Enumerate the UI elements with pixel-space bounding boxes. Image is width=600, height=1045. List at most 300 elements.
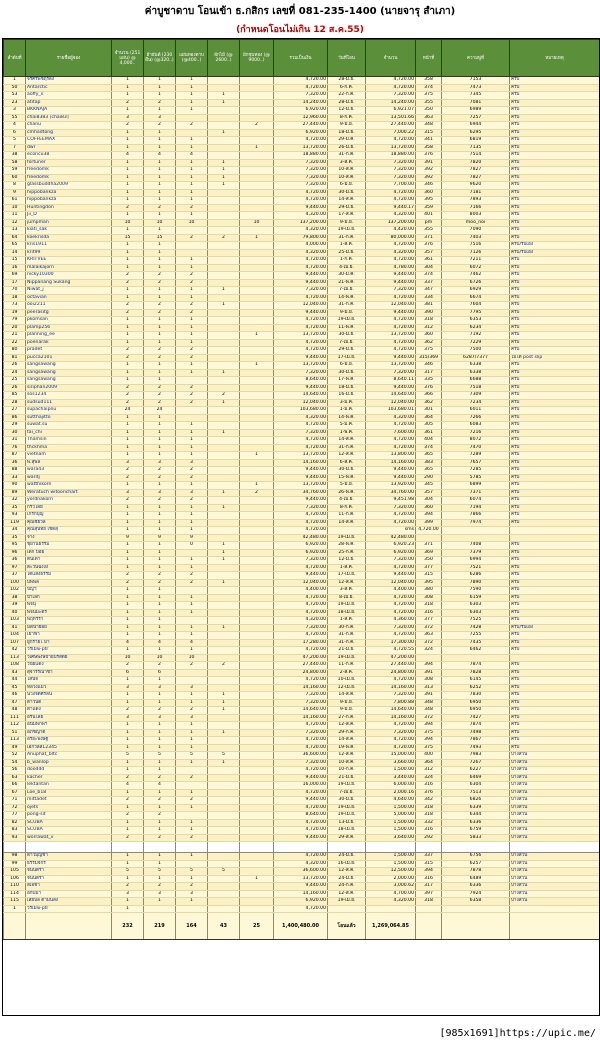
row-sum: 9,440.00	[274, 272, 328, 280]
row-page: 395	[416, 579, 442, 587]
row-note: ครบ	[510, 414, 600, 422]
row-page: 362	[416, 339, 442, 347]
row-yant: 1	[144, 242, 176, 250]
row-date: 26-พ.ค.	[328, 489, 366, 497]
row-post: 6944	[442, 122, 510, 130]
row-page: 401	[416, 212, 442, 220]
row-page: 304	[416, 497, 442, 505]
row-page: 381	[416, 302, 442, 310]
row-no: 31	[4, 437, 26, 445]
row-note: ครบ	[510, 332, 600, 340]
row-post: 6726	[442, 279, 510, 287]
row-gold	[176, 407, 208, 415]
row-no: 105	[4, 868, 26, 876]
row-amount: 80,000.00	[366, 234, 416, 242]
row-name: vietnam	[26, 452, 112, 460]
table-row	[4, 234, 600, 242]
row-date: 30-มิ.ย.	[328, 369, 366, 377]
col-header-post: ความพู่ที่	[442, 40, 510, 77]
row-wood	[208, 482, 240, 490]
row-post: 7867	[442, 737, 510, 745]
row-no: 104	[4, 632, 26, 640]
row-date: 4-เม.ย.	[328, 497, 366, 505]
row-yant: 1	[144, 827, 176, 835]
row-yant: 1	[144, 107, 176, 115]
separator-cell	[442, 842, 510, 853]
table-row	[4, 99, 600, 107]
row-page: 364	[416, 759, 442, 767]
row-yant: 2	[144, 122, 176, 130]
row-qty: 1	[112, 264, 144, 272]
row-note: ครบ	[510, 204, 600, 212]
row-page: 362	[416, 399, 442, 407]
total-yant: 219	[144, 913, 176, 940]
separator-cell	[144, 842, 176, 853]
row-plated	[240, 587, 274, 595]
row-wood	[208, 339, 240, 347]
row-plated	[240, 84, 274, 92]
row-page: 4,720.00	[416, 527, 442, 535]
row-no: 13	[4, 227, 26, 235]
row-sum: 4,320.00	[274, 617, 328, 625]
row-yant: 1	[144, 519, 176, 527]
row-note: บางส่วน	[510, 782, 600, 790]
row-page: pm	[416, 219, 442, 227]
row-gold: 1	[176, 92, 208, 100]
row-amount: 7,320.00	[366, 692, 416, 700]
row-qty: 1	[112, 677, 144, 685]
row-page: 316	[416, 782, 442, 790]
row-yant: 1	[144, 422, 176, 430]
row-post: 6083	[442, 422, 510, 430]
table-row	[4, 197, 600, 205]
row-note: ครบ	[510, 279, 600, 287]
row-yant: 2	[144, 883, 176, 891]
row-plated	[240, 827, 274, 835]
row-name: จรัศรพชฤรลง	[26, 77, 112, 85]
row-qty: 2	[112, 99, 144, 107]
row-name: คุณสุนิทย์ เชิดสุ	[26, 527, 112, 535]
row-plated	[240, 752, 274, 760]
row-post: 7866	[442, 512, 510, 520]
row-post: 5833	[442, 834, 510, 842]
row-no: 106	[4, 875, 26, 883]
row-yant: 1	[144, 594, 176, 602]
row-gold: 2	[176, 384, 208, 392]
table-row	[4, 84, 600, 92]
row-yant: 24	[144, 407, 176, 415]
row-no: 38	[4, 594, 26, 602]
row-gold: 1	[176, 332, 208, 340]
row-post: 7604	[442, 302, 510, 310]
row-note: ครบ	[510, 339, 600, 347]
row-post: 6145	[442, 677, 510, 685]
row-yant: 1	[144, 482, 176, 490]
row-gold: 1	[176, 804, 208, 812]
row-wood: 1	[208, 92, 240, 100]
col-header-gold: แผ่นทองดาบ (@400..)	[176, 40, 208, 77]
row-page: 315	[416, 572, 442, 580]
row-yant: 1	[144, 624, 176, 632]
row-yant: 4	[144, 782, 176, 790]
row-date: 21-มิ.ย.	[328, 647, 366, 655]
row-date: 19-เม.ย.	[328, 534, 366, 542]
row-qty: 1	[112, 317, 144, 325]
row-qty: 2	[112, 309, 144, 317]
row-post: 6344	[442, 812, 510, 820]
row-post: 7435	[442, 639, 510, 647]
row-gold	[176, 617, 208, 625]
row-yant: 3	[144, 890, 176, 898]
row-name: เยาฟ้า	[26, 632, 112, 640]
row-sum: 4,720.00	[274, 512, 328, 520]
row-yant: 1	[144, 699, 176, 707]
row-gold: 1	[176, 512, 208, 520]
table-row	[4, 572, 600, 580]
row-gold: 1	[176, 699, 208, 707]
row-sum: 6,920.00	[274, 898, 328, 906]
row-gold	[176, 242, 208, 250]
row-amount: 4,360.00	[366, 617, 416, 625]
row-page: 376	[416, 242, 442, 250]
row-date: 21-พ.ค.	[328, 279, 366, 287]
row-amount: 17,300.00	[366, 639, 416, 647]
row-post: 6899	[442, 482, 510, 490]
row-post: 9620	[442, 182, 510, 190]
row-yant: 1	[144, 77, 176, 85]
row-sum: 4,720.00	[274, 905, 328, 913]
row-page: 308	[416, 594, 442, 602]
row-post: 7470	[442, 444, 510, 452]
row-name: กรวิไลย์	[26, 504, 112, 512]
row-no: 15	[4, 257, 26, 265]
row-page: 348	[416, 707, 442, 715]
row-gold: 1	[176, 429, 208, 437]
row-post	[442, 654, 510, 662]
row-gold: 2	[176, 272, 208, 280]
row-note: ครบ	[510, 429, 600, 437]
row-note: ครบ	[510, 572, 600, 580]
row-qty: 2	[112, 474, 144, 482]
row-amount: 14,240.00	[366, 99, 416, 107]
row-yant: 1	[144, 609, 176, 617]
row-page: 304	[416, 264, 442, 272]
row-no: 55	[4, 114, 26, 122]
row-post: 7974	[442, 519, 510, 527]
row-amount: 13,501.66	[366, 114, 416, 122]
row-sum: 14,240.00	[274, 99, 328, 107]
col-header-note: หมายเหตุ	[510, 40, 600, 77]
row-gold	[176, 905, 208, 913]
row-note: บางส่วน	[510, 875, 600, 883]
row-page: 358	[416, 77, 442, 85]
row-amount: 7,800.88	[366, 699, 416, 707]
row-note: บางส่วน	[510, 797, 600, 805]
row-qty: 1	[112, 377, 144, 385]
table-row	[4, 875, 600, 883]
row-sum: 7,320.00	[274, 624, 328, 632]
row-page: 348	[416, 699, 442, 707]
row-post: 6950	[442, 699, 510, 707]
row-no: 33	[4, 474, 26, 482]
row-note: บางส่วน	[510, 812, 600, 820]
row-wood	[208, 767, 240, 775]
row-qty: 10	[112, 219, 144, 227]
row-sum: 4,320.00	[274, 414, 328, 422]
row-page: 313	[416, 684, 442, 692]
totals-blank	[4, 913, 26, 940]
row-page: 316	[416, 827, 442, 835]
row-page: 390	[416, 309, 442, 317]
row-qty: 1	[112, 542, 144, 550]
row-qty: 2	[112, 572, 144, 580]
row-qty: 1	[112, 744, 144, 752]
row-note: ครบ	[510, 729, 600, 737]
row-amount: 14,640.00	[366, 707, 416, 715]
row-qty: 1	[112, 519, 144, 527]
row-note: ครบ	[510, 519, 600, 527]
row-post: 6674	[442, 294, 510, 302]
row-post: 6336	[442, 819, 510, 827]
row-sum: 36,600.00	[274, 868, 328, 876]
row-sum: 4,720.00	[274, 789, 328, 797]
row-page: 365	[416, 452, 442, 460]
row-post: 7126	[442, 249, 510, 257]
row-plated	[240, 812, 274, 820]
row-no: 20	[4, 324, 26, 332]
row-no: 97	[4, 564, 26, 572]
row-name: มดน้าย้อย	[26, 624, 112, 632]
row-note: ครบ	[510, 264, 600, 272]
total-wood: 43	[208, 913, 240, 940]
row-wood	[208, 905, 240, 913]
row-no: 28	[4, 399, 26, 407]
row-wood	[208, 264, 240, 272]
row-amount: 7,320.00	[366, 557, 416, 565]
row-page: 318	[416, 898, 442, 906]
table-row	[4, 662, 600, 670]
row-qty: 1	[112, 482, 144, 490]
row-yant: 1	[144, 332, 176, 340]
row-amount: 14,160.00	[366, 459, 416, 467]
row-yant: 1	[144, 317, 176, 325]
row-note: ครบ	[510, 407, 600, 415]
row-amount: 4,720.00	[366, 257, 416, 265]
table-row	[4, 512, 600, 520]
table-row	[4, 459, 600, 467]
row-no: 5	[4, 137, 26, 145]
row-plated: 1	[240, 482, 274, 490]
row-amount: 13,920.00	[366, 482, 416, 490]
row-plated	[240, 384, 274, 392]
row-name: sangsawang	[26, 369, 112, 377]
row-wood	[208, 144, 240, 152]
row-date: 13-มิ.ย.	[328, 819, 366, 827]
row-yant: 1	[144, 264, 176, 272]
row-post: 6950	[442, 707, 510, 715]
row-gold: 1	[176, 759, 208, 767]
row-note: ครบ	[510, 317, 600, 325]
col-header-no: ลำดับที่	[4, 40, 26, 77]
row-page: 312	[416, 767, 442, 775]
row-note: ครบ	[510, 579, 600, 587]
table-row	[4, 309, 600, 317]
row-note: ครบ	[510, 347, 600, 355]
row-wood	[208, 647, 240, 655]
row-name: sudsud111	[26, 399, 112, 407]
row-plated: 1	[240, 452, 274, 460]
row-amount: 4,720.00	[366, 519, 416, 527]
row-name: freedomk	[26, 174, 112, 182]
row-qty: 2	[112, 662, 144, 670]
row-wood	[208, 883, 240, 891]
row-name: ตาแดง	[26, 707, 112, 715]
row-gold: 4	[176, 639, 208, 647]
row-page: 375	[416, 744, 442, 752]
col-header-plated: ฝักชุบทอง (@ 9000..)	[240, 40, 274, 77]
row-qty: 5	[112, 868, 144, 876]
table-row	[4, 752, 600, 760]
row-date: 7-เม.ย.	[328, 287, 366, 295]
row-note: ครบ	[510, 369, 600, 377]
row-plated	[240, 632, 274, 640]
row-amount: 4,720.00	[366, 594, 416, 602]
row-page: 317	[416, 369, 442, 377]
row-name: ยูกรายไ มา	[26, 639, 112, 647]
row-date: 12-เม.ย.	[328, 684, 366, 692]
row-note: บางส่วน	[510, 752, 600, 760]
row-note: ครบ	[510, 639, 600, 647]
row-gold: 2	[176, 662, 208, 670]
row-qty: 1	[112, 504, 144, 512]
row-no: 1	[4, 905, 26, 913]
row-amount: 9,440.00	[366, 572, 416, 580]
row-qty: 1	[112, 767, 144, 775]
row-plated	[240, 377, 274, 385]
row-qty: 2	[112, 204, 144, 212]
row-note: บางส่วน	[510, 883, 600, 891]
row-date: 26-มิ.ย.	[328, 144, 366, 152]
row-no: 111	[4, 714, 26, 722]
row-gold: 2	[176, 579, 208, 587]
row-gold: 1	[176, 369, 208, 377]
row-date: 17-เม.ย.	[328, 354, 366, 362]
row-post: 6304	[442, 782, 510, 790]
row-name: อรินไลย	[26, 714, 112, 722]
row-plated	[240, 272, 274, 280]
table-row	[4, 579, 600, 587]
table-row	[4, 497, 600, 505]
row-note: บางส่วน	[510, 804, 600, 812]
row-wood: 1	[208, 167, 240, 175]
row-wood	[208, 527, 240, 535]
row-note: ครบ	[510, 227, 600, 235]
table-row	[4, 212, 600, 220]
row-date: 2-ส.ค.	[328, 669, 366, 677]
row-amount: 4,720.00	[366, 197, 416, 205]
row-yant: 1	[144, 197, 176, 205]
row-note: ครบ	[510, 617, 600, 625]
row-page: 364	[416, 414, 442, 422]
separator-cell	[510, 842, 600, 853]
row-amount: 6,921.07	[366, 107, 416, 115]
row-name: Antarctic	[26, 84, 112, 92]
row-sum: 4,720.00	[274, 594, 328, 602]
row-yant: 1	[144, 174, 176, 182]
row-plated	[240, 572, 274, 580]
row-qty: 1	[112, 617, 144, 625]
row-yant: 3	[144, 714, 176, 722]
row-gold: 3	[176, 890, 208, 898]
table-row	[4, 354, 600, 362]
row-sum: 16,000.00	[274, 782, 328, 790]
row-wood	[208, 564, 240, 572]
row-page: 347	[416, 287, 442, 295]
row-note: ครบ	[510, 632, 600, 640]
row-qty: 1	[112, 189, 144, 197]
row-plated	[240, 549, 274, 557]
row-name: pucca2101	[26, 354, 112, 362]
row-date: 4-เม.ย.	[328, 264, 366, 272]
total-gold: 164	[176, 913, 208, 940]
row-wood: 1	[208, 369, 240, 377]
row-wood: 1	[208, 549, 240, 557]
row-sum: 8,640.00	[274, 377, 328, 385]
row-sum: 4,320.00	[274, 860, 328, 868]
row-plated: 1	[240, 234, 274, 242]
row-plated	[240, 294, 274, 302]
row-wood	[208, 677, 240, 685]
row-date: 16-มิ.ย.	[328, 392, 366, 400]
row-wood: 1	[208, 759, 240, 767]
row-post: 6353	[442, 317, 510, 325]
row-page: 318	[416, 317, 442, 325]
row-no: 87	[4, 452, 26, 460]
row-plated	[240, 152, 274, 160]
row-post: 7516	[442, 242, 510, 250]
row-no: 1	[4, 77, 26, 85]
row-no: 45	[4, 684, 26, 692]
row-amount: 14,160.00	[366, 684, 416, 692]
col-header-page: หน้าที่	[416, 40, 442, 77]
row-qty: 1	[112, 860, 144, 868]
row-post: 6252	[442, 684, 510, 692]
row-plated	[240, 860, 274, 868]
row-plated: 1	[240, 875, 274, 883]
row-post: 7257	[442, 114, 510, 122]
row-sum: 137,200.00	[274, 219, 328, 227]
row-name: วิเศษพงษ์บ้ายบริสัตย์	[26, 654, 112, 662]
row-page	[416, 654, 442, 662]
table-row	[4, 767, 600, 775]
row-date: 17-เม.ย.	[328, 572, 366, 580]
row-amount: 4,320.00	[366, 414, 416, 422]
row-qty: 1	[112, 594, 144, 602]
row-qty: 1	[112, 257, 144, 265]
row-date: 19-เม.ย.	[328, 317, 366, 325]
row-gold: 1	[176, 444, 208, 452]
row-name: COFFEEMAX	[26, 137, 112, 145]
table-row	[4, 609, 600, 617]
row-sum: 4,720.00	[274, 827, 328, 835]
row-amount: 7,320.00	[366, 287, 416, 295]
row-page: 316	[416, 609, 442, 617]
totals-blank-post	[442, 913, 510, 940]
row-gold: 2	[176, 467, 208, 475]
header-row	[4, 40, 600, 77]
row-date: 10-ส.ค.	[328, 167, 366, 175]
row-page: 290	[416, 474, 442, 482]
